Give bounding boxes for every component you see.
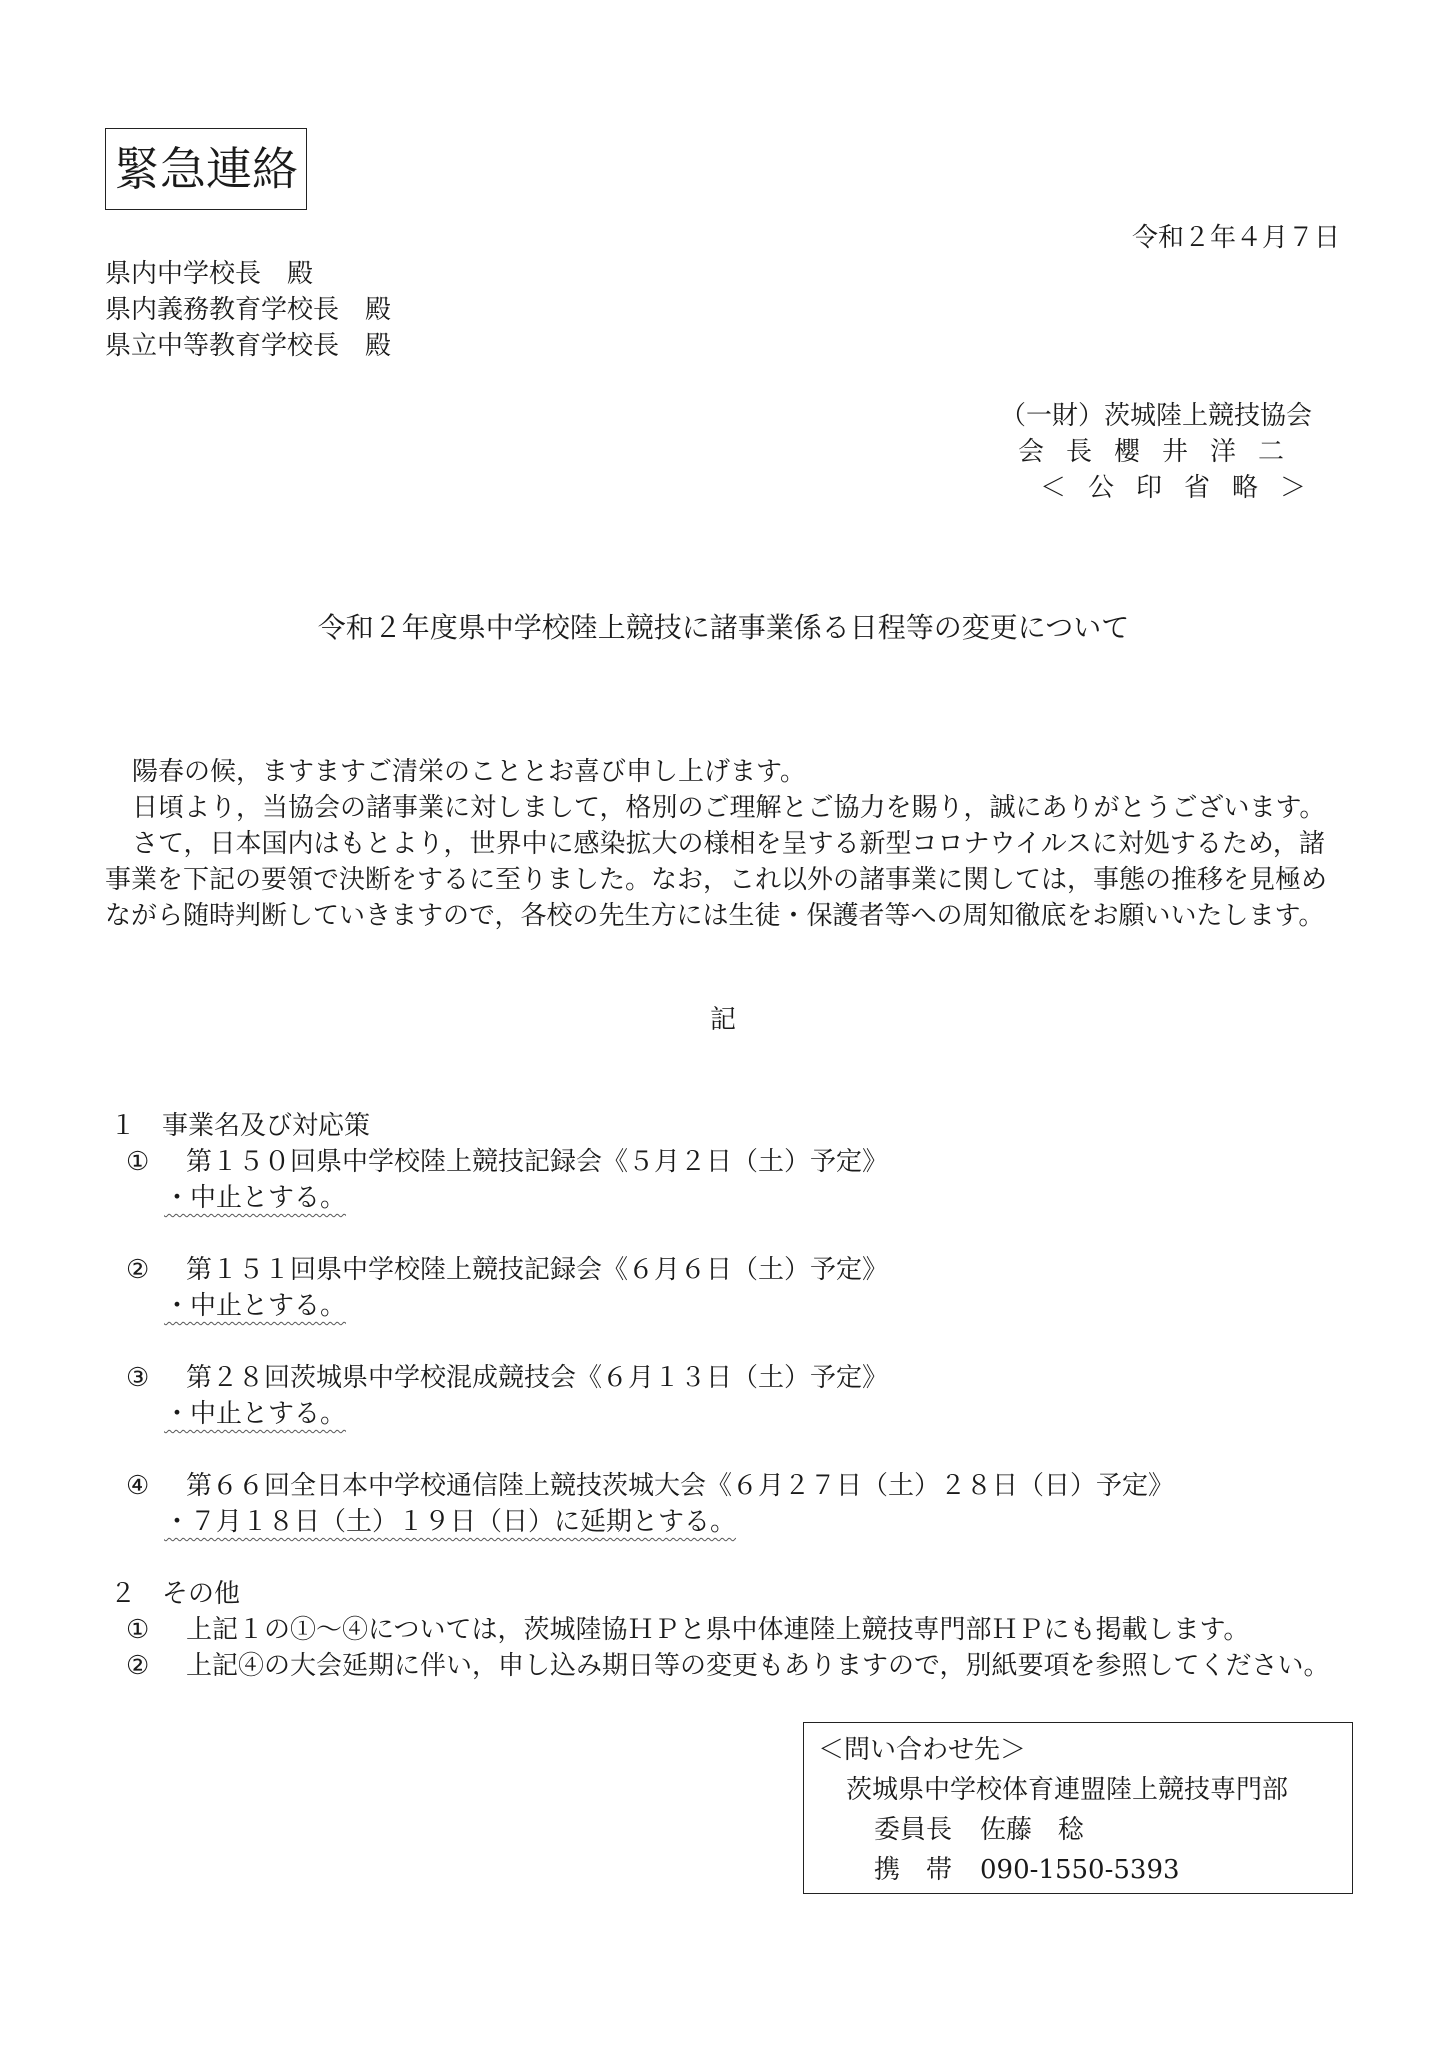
item-4-number: ④ [126, 1471, 150, 1501]
seal-note: ＜公印省略＞ [1040, 473, 1329, 503]
item-3-number: ③ [126, 1363, 150, 1393]
item-4-action: ・７月１８日（土）１９日（日）に延期とする。 [164, 1507, 737, 1537]
body-paragraph-3-line-1: さて，日本国内はもとより，世界中に感染拡大の様相を呈する新型コロナウイルスに対処するため，諸 [132, 829, 1325, 859]
contact-org: 茨城県中学校体育連盟陸上競技専門部 [846, 1775, 1289, 1805]
item-2-number: ② [126, 1255, 150, 1285]
recipient-3: 県立中等教育学校長 殿 [105, 331, 392, 361]
section-1-heading: １ 事業名及び対応策 [110, 1111, 371, 1141]
item-3-action: ・中止とする。 [164, 1399, 347, 1429]
item-1-number: ① [126, 1147, 150, 1177]
body-paragraph-2: 日頃より，当協会の諸事業に対しまして，格別のご理解とご協力を賜り，誠にありがとうございます。 [132, 793, 1326, 823]
document-date: 令和２年４月７日 [1132, 223, 1341, 253]
item-1-action: ・中止とする。 [164, 1183, 347, 1213]
ki-marker: 記 [710, 1005, 737, 1035]
section-2-heading: ２ その他 [110, 1579, 241, 1609]
other-2-text: 上記④の大会延期に伴い，申し込み期日等の変更もありますので，別紙要項を参照してください。 [186, 1651, 1330, 1681]
other-1-text: 上記１の①～④については，茨城陸協ＨＰと県中体連陸上競技専門部ＨＰにも掲載します。 [186, 1615, 1250, 1645]
contact-person-name: 佐藤 稔 [980, 1815, 1085, 1845]
contact-person-label: 委員長 [874, 1815, 953, 1845]
item-2-action: ・中止とする。 [164, 1291, 347, 1321]
sender-name: 会長櫻井洋二 [1018, 437, 1307, 467]
recipient-2: 県内義務教育学校長 殿 [105, 295, 392, 325]
contact-phone: 090-1550-5393 [980, 1855, 1180, 1885]
sender-org: （一財）茨城陸上競技協会 [1000, 401, 1313, 431]
recipient-1: 県内中学校長 殿 [105, 259, 314, 289]
other-2-number: ② [126, 1651, 150, 1681]
contact-phone-label: 携 帯 [874, 1855, 953, 1885]
item-1-event: 第１５０回県中学校陸上競技記録会《５月２日（土）予定》 [186, 1147, 889, 1177]
body-paragraph-3-line-2: 事業を下記の要領で決断をするに至りました。なお，これ以外の諸事業に関しては，事態の推移を見極め [105, 865, 1328, 895]
document-title: 令和２年度県中学校陸上競技に諸事業係る日程等の変更について [317, 611, 1130, 644]
contact-heading: ＜問い合わせ先＞ [818, 1735, 1027, 1765]
other-1-number: ① [126, 1615, 150, 1645]
item-3-event: 第２８回茨城県中学校混成競技会《６月１３日（土）予定》 [186, 1363, 889, 1393]
item-2-event: 第１５１回県中学校陸上競技記録会《６月６日（土）予定》 [186, 1255, 889, 1285]
body-paragraph-1: 陽春の候，ますますご清栄のこととお喜び申し上げます。 [132, 757, 806, 787]
item-4-event: 第６６回全日本中学校通信陸上競技茨城大会《６月２７日（土）２８日（日）予定》 [186, 1471, 1175, 1501]
urgent-label: 緊急連絡 [105, 128, 307, 210]
body-paragraph-3-line-3: ながら随時判断していきますので，各校の先生方には生徒・保護者等への周知徹底をお願いいたします。 [105, 901, 1325, 931]
